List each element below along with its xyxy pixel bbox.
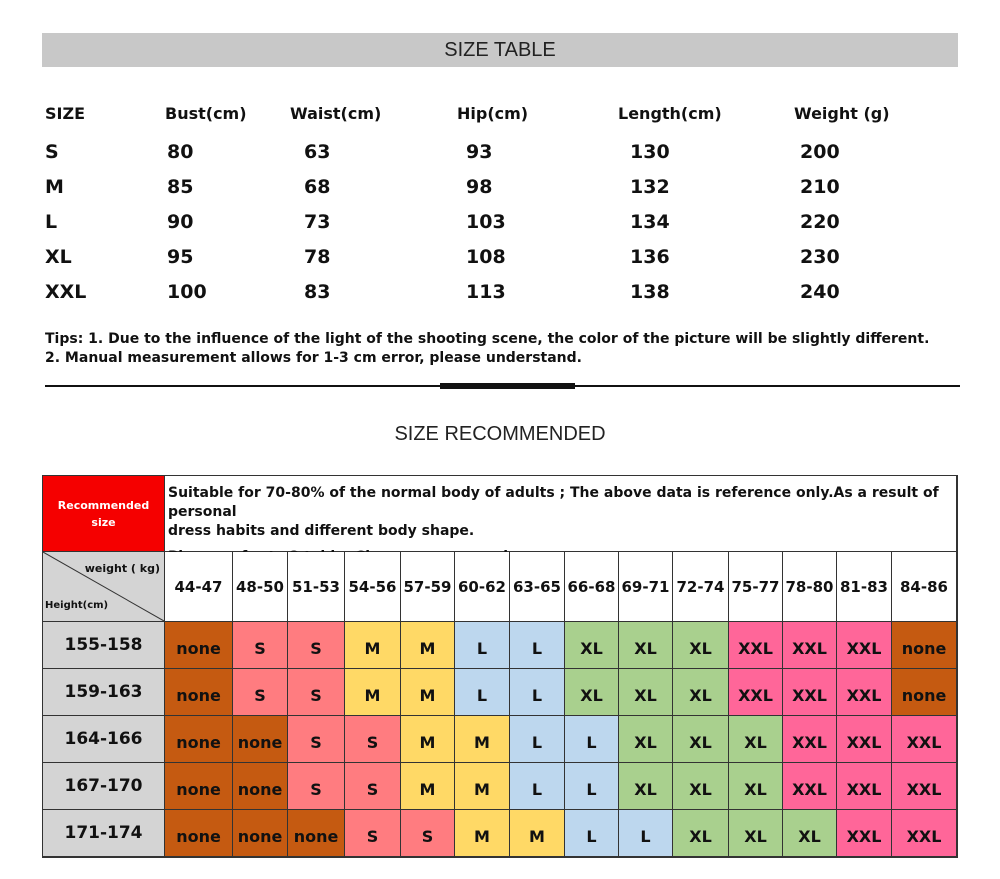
size-table-cell: 134 <box>630 211 670 233</box>
size-table-cell: 68 <box>304 176 331 198</box>
size-table-cell: 98 <box>466 176 493 198</box>
weight-range-header: 54-56 <box>345 552 401 622</box>
height-range-header: 171-174 <box>43 810 165 857</box>
size-recommendation-cell: M <box>510 810 565 857</box>
weight-range-header: 60-62 <box>455 552 510 622</box>
size-table-row <box>45 170 945 205</box>
size-recommended-title: SIZE RECOMMENDED <box>394 423 606 445</box>
weight-range-header: 81-83 <box>837 552 892 622</box>
size-table-cell: 95 <box>167 246 194 268</box>
size-recommendation-cell: M <box>345 669 401 716</box>
recommended-size-label <box>43 476 165 552</box>
size-recommendation-cell: XL <box>673 810 729 857</box>
size-table-cell: 85 <box>167 176 194 198</box>
height-range-header: 155-158 <box>43 622 165 669</box>
size-recommendation-cell: none <box>165 669 233 716</box>
size-recommendation-cell: none <box>288 810 345 857</box>
size-recommendation-cell: S <box>233 622 288 669</box>
weight-range-header: 44-47 <box>165 552 233 622</box>
size-table-cell: 103 <box>466 211 506 233</box>
size-recommendation-cell: M <box>401 763 455 810</box>
recommended-label-line1: Recommended <box>57 498 150 512</box>
size-recommendation-cell: XL <box>619 669 673 716</box>
height-range-header: 167-170 <box>43 763 165 810</box>
weight-range-header: 84-86 <box>892 552 957 622</box>
size-recommendation-cell: M <box>345 622 401 669</box>
size-recommendation-cell: M <box>455 716 510 763</box>
weight-range-header: 48-50 <box>233 552 288 622</box>
size-recommendation-cell: L <box>565 763 619 810</box>
intro-line2: dress habits and different body shape. <box>168 523 475 539</box>
recommended-label-line2: size <box>91 515 116 529</box>
size-table-row <box>45 135 945 170</box>
size-table-header-cell: Hip(cm) <box>457 104 529 123</box>
size-table-cell: 73 <box>304 211 331 233</box>
size-table-cell: 90 <box>167 211 194 233</box>
size-recommendation-cell: S <box>288 763 345 810</box>
size-recommendation-cell: M <box>401 669 455 716</box>
size-recommendation-cell: none <box>165 716 233 763</box>
size-recommendation-cell: L <box>510 622 565 669</box>
size-recommendation-cell: XXL <box>837 622 892 669</box>
size-recommendation-cell: S <box>233 669 288 716</box>
size-recommendation-cell: XL <box>783 810 837 857</box>
weight-range-header: 75-77 <box>729 552 783 622</box>
weight-range-header: 69-71 <box>619 552 673 622</box>
size-table-header <box>45 100 945 135</box>
size-recommendation-cell: S <box>345 716 401 763</box>
size-table-cell: 83 <box>304 281 331 303</box>
size-recommendation-cell: none <box>165 622 233 669</box>
size-recommendation-cell: S <box>288 622 345 669</box>
size-table-cell: 200 <box>800 141 840 163</box>
size-recommendation-cell: XL <box>619 622 673 669</box>
size-table-cell: 63 <box>304 141 331 163</box>
size-recommendation-cell: L <box>510 669 565 716</box>
size-recommendation-cell: XXL <box>729 622 783 669</box>
size-table-cell: 93 <box>466 141 493 163</box>
size-table <box>45 100 945 310</box>
size-table-cell: 210 <box>800 176 840 198</box>
size-label: M <box>45 176 64 198</box>
size-table-cell: 138 <box>630 281 670 303</box>
size-recommendation-cell: XL <box>673 622 729 669</box>
size-recommendation-cell: L <box>455 669 510 716</box>
size-recommendation-cell: XXL <box>783 763 837 810</box>
size-recommendation-cell: XL <box>673 716 729 763</box>
size-recommendation-cell: XL <box>619 716 673 763</box>
size-recommendation-cell: S <box>288 716 345 763</box>
size-recommendation-cell: XL <box>565 669 619 716</box>
recommendation-intro <box>165 476 957 552</box>
size-table-cell: 136 <box>630 246 670 268</box>
size-recommendation-cell: XXL <box>837 810 892 857</box>
size-table-header-cell: Bust(cm) <box>165 104 247 123</box>
size-recommendation-cell: L <box>565 810 619 857</box>
size-label: S <box>45 141 59 163</box>
size-label: L <box>45 211 58 233</box>
size-recommendation-cell: XL <box>673 763 729 810</box>
size-recommendation-cell: none <box>233 810 288 857</box>
size-table-cell: 220 <box>800 211 840 233</box>
size-recommendation-cell: S <box>345 810 401 857</box>
size-recommendation-cell: S <box>288 669 345 716</box>
size-recommendation-cell: XL <box>619 763 673 810</box>
size-table-header-cell: Weight (g) <box>794 104 890 123</box>
weight-range-header: 78-80 <box>783 552 837 622</box>
size-recommendation-cell: none <box>892 669 957 716</box>
size-table-cell: 100 <box>167 281 207 303</box>
grid-corner-header <box>43 552 165 622</box>
size-recommendation-cell: none <box>165 763 233 810</box>
size-recommendation-cell: none <box>233 763 288 810</box>
size-recommendation-cell: none <box>892 622 957 669</box>
size-recommendation-cell: none <box>233 716 288 763</box>
size-recommendation-cell: S <box>345 763 401 810</box>
size-recommendation-cell: XXL <box>892 810 957 857</box>
weight-range-header: 66-68 <box>565 552 619 622</box>
size-recommendation-cell: L <box>455 622 510 669</box>
size-table-header-cell: Length(cm) <box>618 104 722 123</box>
size-recommendation-cell: XXL <box>783 622 837 669</box>
size-recommendation-cell: XXL <box>783 716 837 763</box>
height-range-header: 164-166 <box>43 716 165 763</box>
size-recommendation-cell: M <box>455 763 510 810</box>
size-recommendation-cell: M <box>401 716 455 763</box>
size-table-row <box>45 240 945 275</box>
size-table-cell: 132 <box>630 176 670 198</box>
section-divider-accent <box>440 383 575 389</box>
size-table-row <box>45 205 945 240</box>
size-recommendation-cell: L <box>619 810 673 857</box>
corner-weight-label: weight ( kg) <box>84 562 160 575</box>
size-table-header-cell: SIZE <box>45 104 86 123</box>
size-recommendation-cell: XL <box>729 810 783 857</box>
size-recommendation-cell: none <box>165 810 233 857</box>
size-table-cell: 240 <box>800 281 840 303</box>
size-table-cell: 78 <box>304 246 331 268</box>
weight-range-header: 63-65 <box>510 552 565 622</box>
size-recommendation-cell: XL <box>729 763 783 810</box>
intro-line1: Suitable for 70-80% of the normal body of adults ; The above data is reference only.As a result of personal <box>168 485 939 520</box>
size-recommendation-cell: M <box>455 810 510 857</box>
size-recommendation-cell: XXL <box>783 669 837 716</box>
size-table-cell: 113 <box>466 281 506 303</box>
size-recommendation-cell: XL <box>673 669 729 716</box>
size-recommendation-cell: XXL <box>837 716 892 763</box>
size-recommendation-cell: S <box>401 810 455 857</box>
weight-range-header: 57-59 <box>401 552 455 622</box>
size-table-cell: 80 <box>167 141 194 163</box>
size-label: XL <box>45 246 72 268</box>
size-recommendation-cell: L <box>510 763 565 810</box>
size-recommendation-cell: L <box>565 716 619 763</box>
size-recommendation-cell: XL <box>729 716 783 763</box>
size-recommendation-cell: XXL <box>892 763 957 810</box>
height-range-header: 159-163 <box>43 669 165 716</box>
size-table-cell: 230 <box>800 246 840 268</box>
weight-range-header: 51-53 <box>288 552 345 622</box>
size-table-row <box>45 275 945 310</box>
size-recommendation-cell: XXL <box>837 669 892 716</box>
tips-text: Tips: 1. Due to the influence of the light of the shooting scene, the color of the picture will be slightly different. 2. Manual measurement allows for 1-3 cm error, please understand. <box>45 331 930 366</box>
corner-height-label: Height(cm) <box>45 600 109 611</box>
size-table-cell: 108 <box>466 246 506 268</box>
weight-range-header: 72-74 <box>673 552 729 622</box>
size-recommendation-cell: M <box>401 622 455 669</box>
size-table-title: SIZE TABLE <box>42 33 958 67</box>
size-recommendation-cell: L <box>510 716 565 763</box>
size-recommendation-cell: XXL <box>837 763 892 810</box>
size-recommendation-grid <box>42 475 958 858</box>
size-recommendation-cell: XL <box>565 622 619 669</box>
size-table-header-cell: Waist(cm) <box>290 104 382 123</box>
size-table-cell: 130 <box>630 141 670 163</box>
size-label: XXL <box>45 281 87 303</box>
size-recommendation-cell: XXL <box>729 669 783 716</box>
size-recommendation-cell: XXL <box>892 716 957 763</box>
